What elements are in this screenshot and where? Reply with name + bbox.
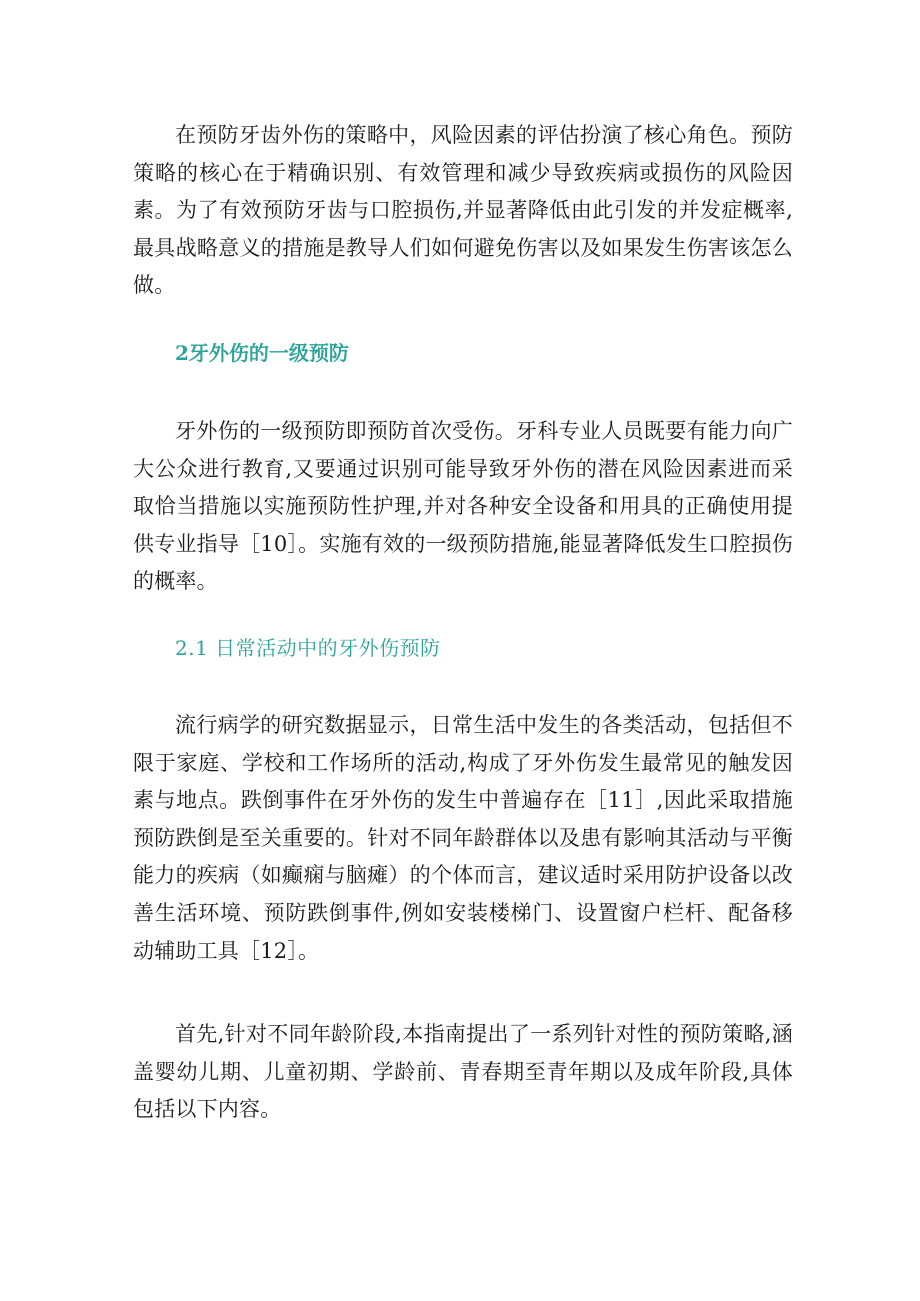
paragraph-age-strategies: 首先,针对不同年龄阶段,本指南提出了一系列针对性的预防策略,涵盖婴幼儿期、儿童初期、学龄前、青春期至青年期以及成年阶段,具体包括以下内容。 [133,1022,793,1122]
paragraph-primary-prevention: 牙外伤的一级预防即预防首次受伤。牙科专业人员既要有能力向广大公众进行教育,又要通过识别可能导致牙外伤的潜在风险因素进而采取恰当措施以实施预防性护理,并对各种安全设备和用具的正确使用提供专业指导［10］。实施有效的一级预防措施,能显著降低发生口腔损伤的概率。 [133,419,793,594]
paragraph-risk-assessment: 在预防牙齿外伤的策略中，风险因素的评估扮演了核心角色。预防策略的核心在于精确识别、有效管理和减少导致疾病或损伤的风险因素。为了有效预防牙齿与口腔损伤,并显著降低由此引发的并发症概率,最具战略意义的措施是教导人们如何避免伤害以及如果发生伤害该怎么做。 [133,123,793,298]
paragraph-epidemiology: 流行病学的研究数据显示，日常生活中发生的各类活动，包括但不限于家庭、学校和工作场所的活动,构成了牙外伤发生最常见的触发因素与地点。跌倒事件在牙外伤的发生中普遍存在［11］,因此采取措施预防跌倒是至关重要的。针对不同年龄群体以及患有影响其活动与平衡能力的疾病（如癫痫与脑瘫）的个体而言，建议适时采用防护设备以改善生活环境、预防跌倒事件,例如安装楼梯门、设置窗户栏杆、配备移动辅助工具［12］。 [133,713,793,963]
subsection-heading-daily-activities: 2.1 日常活动中的牙外伤预防 [175,636,441,660]
section-heading-primary-prevention: 2牙外伤的一级预防 [175,341,349,365]
